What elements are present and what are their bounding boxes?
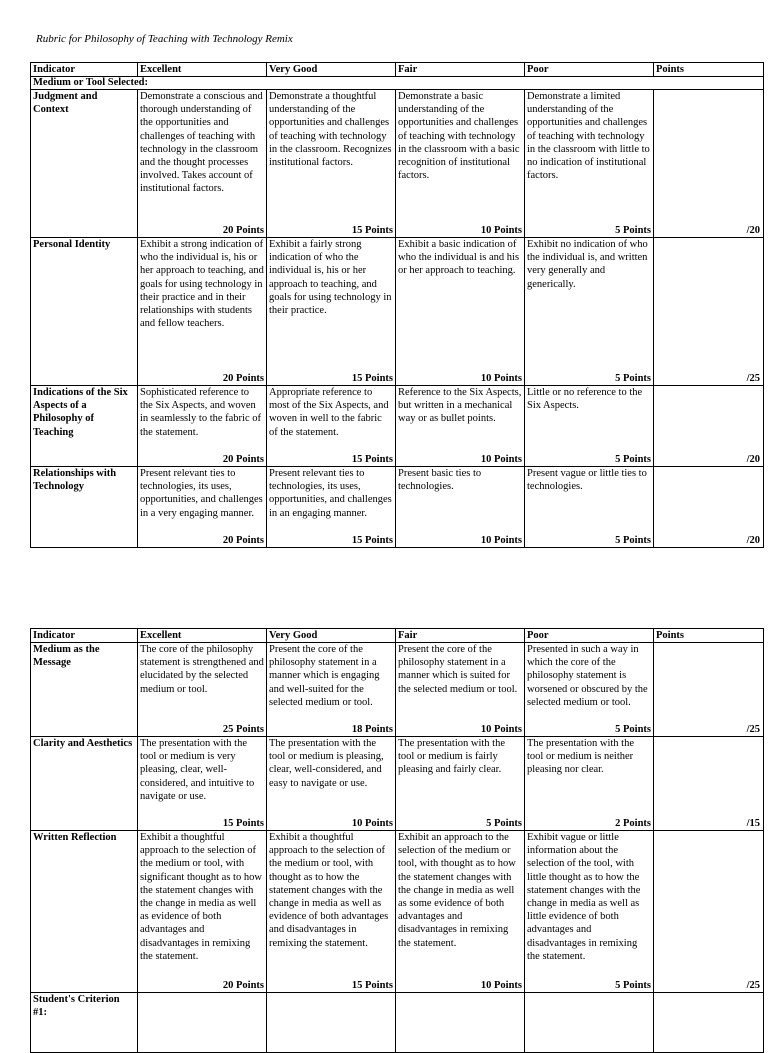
indicator-cell: Indications of the Six Aspects of a Philosophy of Teaching <box>31 386 138 467</box>
criterion-points: 2 Points <box>615 817 651 829</box>
criterion-cell <box>267 238 396 386</box>
criterion-cell <box>138 831 267 993</box>
criterion-cell <box>267 90 396 238</box>
criterion-points: 10 Points <box>480 224 522 236</box>
criterion-cell <box>525 831 654 993</box>
criterion-points: 5 Points <box>615 534 651 546</box>
criterion-description: Exhibit vague or little information about the selection of the tool, with little thought as to how the statement changes with the change in media as well as little evidence of both advantages and disadvantages in remixing the statement. <box>527 832 641 962</box>
criterion-cell <box>396 993 525 1053</box>
criterion-points: 15 Points <box>351 372 393 384</box>
indicator-cell: Relationships with Technology <box>31 467 138 548</box>
points-total: /20 <box>746 534 760 546</box>
points-total-cell <box>654 993 764 1053</box>
criterion-cell <box>525 90 654 238</box>
criterion-points: 10 Points <box>480 534 522 546</box>
criterion-cell <box>267 643 396 737</box>
criterion-cell <box>396 831 525 993</box>
criterion-description: Exhibit a strong indication of who the individual is, his or her approach to teaching, and goals for using technology in their practice and in their relationships with students and fellow teachers. <box>140 239 264 330</box>
criterion-cell <box>396 467 525 548</box>
points-total-cell <box>654 386 764 467</box>
criterion-points: 15 Points <box>351 224 393 236</box>
criterion-description: Exhibit no indication of who the individual is, and written very generally and generically. <box>527 239 648 290</box>
criterion-cell <box>525 993 654 1053</box>
header-very-good: Very Good <box>267 629 396 643</box>
criterion-cell <box>396 643 525 737</box>
points-total-cell <box>654 831 764 993</box>
criterion-cell <box>267 993 396 1053</box>
criterion-points: 20 Points <box>222 453 264 465</box>
indicator-cell: Judgment and Context <box>31 90 138 238</box>
header-row <box>31 629 764 643</box>
points-total: /25 <box>746 723 760 735</box>
criterion-cell <box>267 386 396 467</box>
points-total: /20 <box>746 453 760 465</box>
header-indicator: Indicator <box>31 63 138 77</box>
criterion-description: Reference to the Six Aspects, but written in a mechanical way or as bullet points. <box>398 387 522 425</box>
header-poor: Poor <box>525 63 654 77</box>
rubric-row <box>31 238 764 386</box>
header-excellent: Excellent <box>138 629 267 643</box>
criterion-cell <box>525 238 654 386</box>
criterion-points: 15 Points <box>351 534 393 546</box>
criterion-points: 5 Points <box>486 817 522 829</box>
rubric-row <box>31 993 764 1053</box>
rubric-table-2 <box>30 628 764 1053</box>
criterion-description: Present the core of the philosophy statement in a manner which is engaging and well-suited for the selected medium or tool. <box>269 644 380 708</box>
header-fair: Fair <box>396 63 525 77</box>
criterion-description: Little or no reference to the Six Aspects. <box>527 387 643 412</box>
criterion-cell <box>525 467 654 548</box>
medium-row <box>31 77 764 90</box>
criterion-points: 15 Points <box>222 817 264 829</box>
criterion-cell <box>138 90 267 238</box>
criterion-cell <box>267 831 396 993</box>
criterion-points: 18 Points <box>351 723 393 735</box>
criterion-cell <box>396 90 525 238</box>
criterion-points: 20 Points <box>222 224 264 236</box>
criterion-cell <box>267 467 396 548</box>
indicator-cell: Clarity and Aesthetics <box>31 737 138 831</box>
criterion-description: Demonstrate a conscious and thorough understanding of the opportunities and challenges of teaching with technology in the classroom and the thought processes involved. Takes account of institutional factors. <box>140 91 263 195</box>
points-total: /25 <box>746 372 760 384</box>
criterion-description: Present vague or little ties to technologies. <box>527 468 647 493</box>
criterion-points: 20 Points <box>222 534 264 546</box>
header-very-good: Very Good <box>267 63 396 77</box>
criterion-points: 20 Points <box>222 372 264 384</box>
criterion-points: 5 Points <box>615 453 651 465</box>
criterion-description: Sophisticated reference to the Six Aspects, and woven in seamlessly to the fabric of the statement. <box>140 387 262 438</box>
points-total-cell <box>654 238 764 386</box>
criterion-cell <box>525 643 654 737</box>
indicator-cell: Student's Criterion #1: <box>31 993 138 1053</box>
criterion-points: 10 Points <box>480 979 522 991</box>
criterion-description: Demonstrate a thoughtful understanding of the opportunities and challenges of teaching with technology in the classroom. Recognizes institutional factors. <box>269 91 392 169</box>
criterion-description: Presented in such a way in which the core of the philosophy statement is worsened or obscured by the selected medium or tool. <box>527 644 648 708</box>
criterion-cell <box>525 386 654 467</box>
criterion-description: Exhibit a fairly strong indication of who the individual is, his or her approach to teaching, and goals for using technology in their practice. <box>269 239 392 317</box>
criterion-description: Present relevant ties to technologies, its uses, opportunities, and challenges in a very engaging manner. <box>140 468 263 519</box>
criterion-points: 5 Points <box>615 372 651 384</box>
criterion-cell <box>138 643 267 737</box>
criterion-description: The presentation with the tool or medium is fairly pleasing and fairly clear. <box>398 738 506 776</box>
criterion-points: 10 Points <box>480 723 522 735</box>
header-points: Points <box>654 629 764 643</box>
points-total-cell <box>654 467 764 548</box>
criterion-description: Exhibit a thoughtful approach to the selection of the medium or tool, with significant thought as to how the statement changes with the change in media as well as evidence of both advantages and disadvantages in remixing the statement. <box>140 832 262 962</box>
indicator-cell: Written Reflection <box>31 831 138 993</box>
header-points: Points <box>654 63 764 77</box>
header-excellent: Excellent <box>138 63 267 77</box>
criterion-points: 10 Points <box>480 453 522 465</box>
criterion-cell <box>138 993 267 1053</box>
criterion-cell <box>138 467 267 548</box>
rubric-row <box>31 467 764 548</box>
criterion-description: Exhibit a basic indication of who the individual is and his or her approach to teaching. <box>398 239 520 277</box>
criterion-description: Present relevant ties to technologies, its uses, opportunities, and challenges in an engaging manner. <box>269 468 392 519</box>
criterion-description: Appropriate reference to most of the Six Aspects, and woven in well to the fabric of the statement. <box>269 387 389 438</box>
criterion-description: Present basic ties to technologies. <box>398 468 482 493</box>
criterion-cell <box>138 737 267 831</box>
criterion-cell <box>525 737 654 831</box>
points-total: /20 <box>746 224 760 236</box>
points-total: /15 <box>746 817 760 829</box>
criterion-points: 5 Points <box>615 224 651 236</box>
criterion-points: 20 Points <box>222 979 264 991</box>
criterion-points: 10 Points <box>351 817 393 829</box>
criterion-points: 15 Points <box>351 979 393 991</box>
criterion-description: The presentation with the tool or medium is very pleasing, clear, well-considered, and intuitive to navigate or use. <box>140 738 255 802</box>
criterion-cell <box>138 386 267 467</box>
document-title: Rubric for Philosophy of Teaching with Technology Remix <box>36 33 293 45</box>
criterion-description: Demonstrate a limited understanding of the opportunities and challenges of teaching with technology in the classroom with little to no indication of institutional factors. <box>527 91 650 182</box>
criterion-cell <box>396 386 525 467</box>
criterion-points: 10 Points <box>480 372 522 384</box>
points-total-cell <box>654 737 764 831</box>
criterion-description: Exhibit a thoughtful approach to the selection of the medium or tool, with thought as to how the statement changes with the change in media as well as evidence of both advantages and disadvantages in remixing the statement. <box>269 832 389 949</box>
criterion-points: 5 Points <box>615 723 651 735</box>
criterion-cell <box>396 737 525 831</box>
criterion-cell <box>138 238 267 386</box>
medium-label: Medium or Tool Selected: <box>31 77 764 90</box>
criterion-description: Exhibit an approach to the selection of the medium or tool, with thought as to how the statement changes with the change in media as well as some evidence of both advantages and disadvantages in remixing the statement. <box>398 832 516 949</box>
rubric-row <box>31 386 764 467</box>
criterion-points: 25 Points <box>222 723 264 735</box>
header-row <box>31 63 764 77</box>
header-indicator: Indicator <box>31 629 138 643</box>
criterion-cell <box>267 737 396 831</box>
criterion-description: The presentation with the tool or medium is pleasing, clear, well-considered, and easy to navigate or use. <box>269 738 384 789</box>
header-fair: Fair <box>396 629 525 643</box>
criterion-description: The core of the philosophy statement is strengthened and elucidated by the selected medium or tool. <box>140 644 264 695</box>
rubric-row <box>31 831 764 993</box>
criterion-points: 15 Points <box>351 453 393 465</box>
criterion-description: The presentation with the tool or medium is neither pleasing nor clear. <box>527 738 635 776</box>
indicator-cell: Personal Identity <box>31 238 138 386</box>
criterion-description: Present the core of the philosophy statement in a manner which is suited for the selected medium or tool. <box>398 644 518 695</box>
rubric-row <box>31 90 764 238</box>
points-total-cell <box>654 643 764 737</box>
indicator-cell: Medium as the Message <box>31 643 138 737</box>
points-total-cell <box>654 90 764 238</box>
criterion-cell <box>396 238 525 386</box>
criterion-description: Demonstrate a basic understanding of the opportunities and challenges of teaching with technology in the classroom with a basic recognition of institutional factors. <box>398 91 520 182</box>
criterion-points: 5 Points <box>615 979 651 991</box>
rubric-row <box>31 737 764 831</box>
rubric-row <box>31 643 764 737</box>
points-total: /25 <box>746 979 760 991</box>
rubric-table-1 <box>30 62 764 548</box>
header-poor: Poor <box>525 629 654 643</box>
